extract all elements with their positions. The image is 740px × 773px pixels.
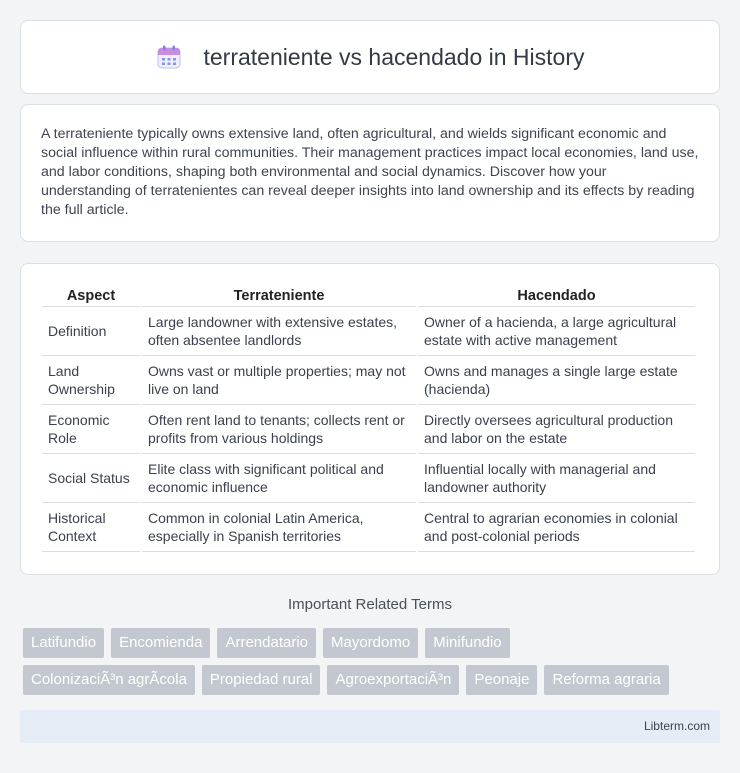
row-hacendado: Owns and manages a single large estate (hacienda)	[418, 356, 695, 405]
header-aspect: Aspect	[42, 286, 140, 307]
row-hacendado: Owner of a hacienda, a large agricultural estate with active management	[418, 307, 695, 356]
tag-peonaje[interactable]: Peonaje	[466, 665, 537, 695]
header-hacendado: Hacendado	[418, 286, 695, 307]
table-row	[42, 454, 695, 503]
header-card	[20, 20, 720, 94]
tag-arrendatario[interactable]: Arrendatario	[217, 628, 316, 658]
row-terrateniente: Elite class with significant political and economic influence	[142, 454, 416, 503]
row-aspect: Social Status	[42, 454, 140, 503]
table-row	[42, 356, 695, 405]
row-terrateniente: Large landowner with extensive estates, often absentee landlords	[142, 307, 416, 356]
row-aspect: Historical Context	[42, 503, 140, 552]
intro-text: A terrateniente typically owns extensive land, often agricultural, and wields significant economic and social influence within rural communities. Their management practices impact local economies, land use, and labor conditions, shaping both environmental and social dynamics. Discover how your understanding of terratenientes can reveal deeper insights into land ownership and its effects by reading the full article.	[41, 126, 699, 218]
calendar-icon	[156, 44, 182, 70]
tag-reforma-agraria[interactable]: Reforma agraria	[544, 665, 668, 695]
comparison-table-card	[20, 263, 720, 575]
intro-card	[20, 104, 720, 242]
row-aspect: Definition	[42, 307, 140, 356]
row-hacendado: Central to agrarian economies in colonial and post-colonial periods	[418, 503, 695, 552]
tag-row	[23, 665, 723, 695]
table-row	[42, 405, 695, 454]
comparison-table	[40, 286, 697, 552]
footer	[20, 710, 720, 743]
row-aspect: Land Ownership	[42, 356, 140, 405]
row-aspect: Economic Role	[42, 405, 140, 454]
header-terrateniente: Terrateniente	[142, 286, 416, 307]
footer-link[interactable]: Libterm.com	[643, 719, 710, 733]
table-row	[42, 503, 695, 552]
tag-row	[23, 628, 723, 658]
table-row	[42, 307, 695, 356]
related-terms	[23, 628, 723, 702]
page-title: terrateniente vs hacendado in History	[203, 43, 585, 70]
tag-agroexportacion[interactable]: AgroexportaciÃ³n	[327, 665, 459, 695]
tag-minifundio[interactable]: Minifundio	[425, 628, 509, 658]
tag-latifundio[interactable]: Latifundio	[23, 628, 104, 658]
tag-propiedad-rural[interactable]: Propiedad rural	[202, 665, 321, 695]
table-header-row	[42, 286, 695, 307]
related-terms-title: Important Related Terms	[288, 596, 452, 613]
row-hacendado: Directly oversees agricultural production and labor on the estate	[418, 405, 695, 454]
row-hacendado: Influential locally with managerial and landowner authority	[418, 454, 695, 503]
tag-colonizacion-agricola[interactable]: ColonizaciÃ³n agrÃcola	[23, 665, 195, 695]
row-terrateniente: Owns vast or multiple properties; may not live on land	[142, 356, 416, 405]
tag-encomienda[interactable]: Encomienda	[111, 628, 210, 658]
row-terrateniente: Common in colonial Latin America, especially in Spanish territories	[142, 503, 416, 552]
row-terrateniente: Often rent land to tenants; collects rent or profits from various holdings	[142, 405, 416, 454]
tag-mayordomo[interactable]: Mayordomo	[323, 628, 418, 658]
